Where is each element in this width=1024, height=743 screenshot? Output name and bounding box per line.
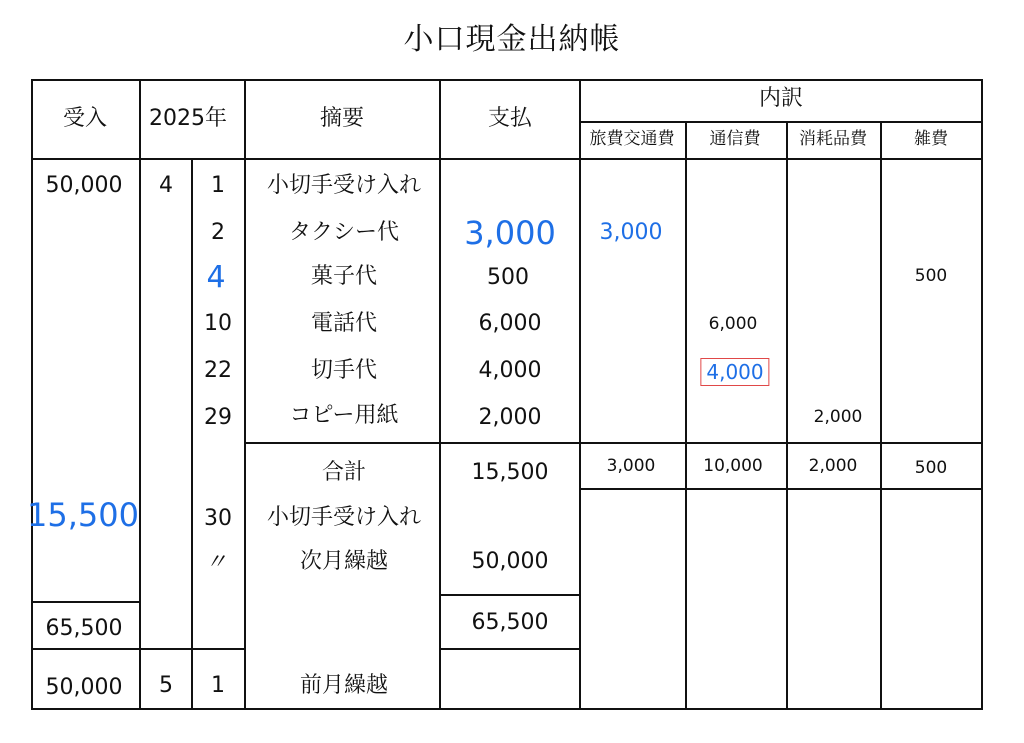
row5-payment: 4,000: [478, 358, 542, 383]
row1-receipt: 50,000: [45, 173, 123, 198]
replenish-description: 小切手受け入れ: [266, 505, 422, 530]
header-breakdown: 内訳: [758, 86, 804, 111]
year-suffix: 年: [205, 106, 228, 131]
carry-forward-payment: 50,000: [471, 549, 549, 574]
totals-payment: 15,500: [471, 460, 549, 485]
next-month-description: 前月繰越: [299, 673, 389, 698]
carry-forward-ditto: 〃: [204, 550, 228, 575]
header-supplies: 消耗品費: [799, 129, 867, 149]
header-description: 摘要: [319, 106, 365, 131]
row6-supplies: 2,000: [813, 407, 863, 427]
next-month-receipt: 50,000: [45, 675, 123, 700]
balance-payment: 65,500: [471, 610, 549, 635]
totals-communication: 10,000: [703, 456, 763, 476]
row5-communication-highlighted: 4,000: [700, 358, 769, 386]
balance-receipt: 65,500: [45, 616, 123, 641]
row4-description: 電話代: [310, 311, 378, 336]
header-receipt: 受入: [62, 106, 108, 131]
year-value: 2025: [149, 106, 205, 131]
row3-day: 4: [206, 260, 226, 295]
carry-forward-description: 次月繰越: [299, 549, 389, 574]
ledger-title: 小口現金出納帳: [403, 22, 621, 57]
row6-day: 29: [204, 405, 232, 430]
row6-description: コピー用紙: [289, 403, 399, 428]
header-year: [149, 108, 227, 130]
totals-misc: 500: [914, 458, 948, 478]
row4-communication: 6,000: [708, 314, 758, 334]
row4-payment: 6,000: [478, 311, 542, 336]
row2-description: タクシー代: [288, 220, 400, 245]
row2-day: 2: [211, 220, 225, 245]
totals-label: 合計: [321, 460, 367, 485]
row5-description: 切手代: [310, 358, 378, 383]
header-payment: 支払: [487, 106, 533, 131]
totals-travel: 3,000: [606, 456, 656, 476]
row1-day: 1: [211, 173, 225, 198]
next-month-month: 5: [159, 673, 173, 698]
row3-payment: 500: [487, 265, 529, 290]
header-communication: 通信費: [709, 129, 761, 149]
row5-day: 22: [204, 358, 232, 383]
header-travel: 旅費交通費: [589, 129, 675, 149]
row4-day: 10: [204, 311, 232, 336]
next-month-day: 1: [211, 673, 225, 698]
header-misc: 雑費: [914, 129, 948, 149]
replenish-day: 30: [204, 506, 232, 531]
row3-description: 菓子代: [310, 264, 378, 289]
row6-payment: 2,000: [478, 405, 542, 430]
replenish-receipt: 15,500: [27, 496, 139, 534]
row1-month: 4: [159, 173, 173, 198]
totals-supplies: 2,000: [808, 456, 858, 476]
row2-travel: 3,000: [599, 220, 663, 245]
row3-misc: 500: [914, 266, 948, 286]
row2-payment: 3,000: [464, 214, 556, 252]
row1-description: 小切手受け入れ: [266, 173, 422, 198]
